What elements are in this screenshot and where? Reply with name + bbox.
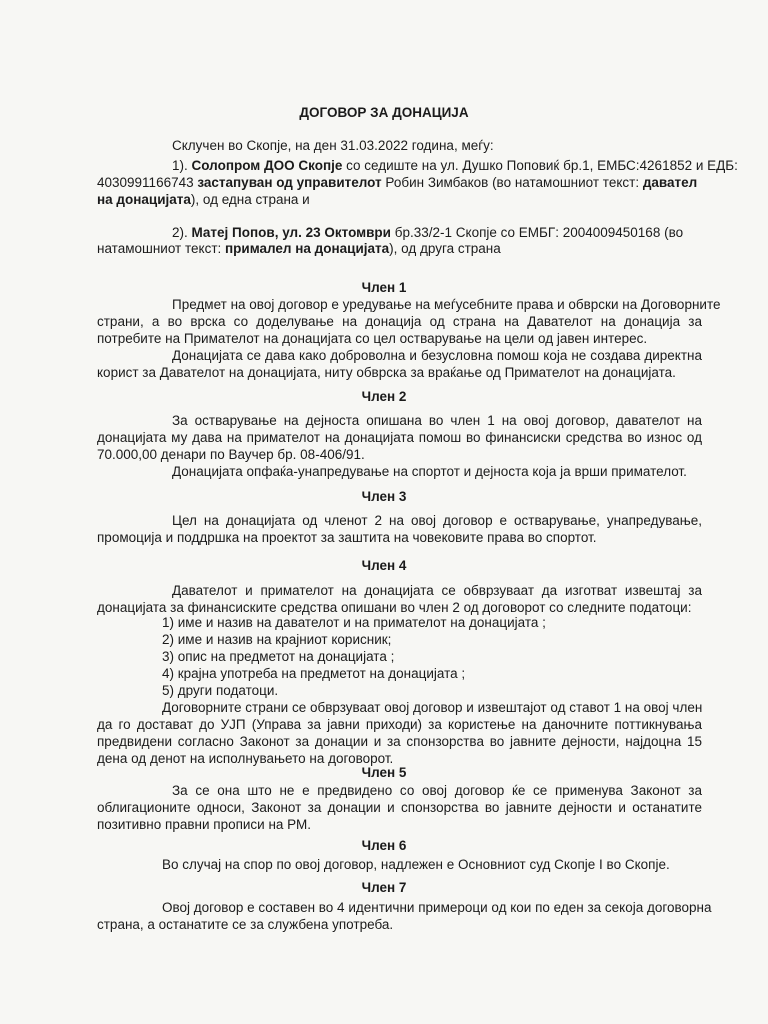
article-2-line: Донацијата опфаќа-унапредување на спортот и дејноста која ја врши примателот. bbox=[172, 464, 687, 479]
party1-represented: застапуван од управителот bbox=[197, 175, 382, 190]
article-5-line: позитивно правни прописи на РМ. bbox=[97, 817, 312, 832]
party1-line-2 bbox=[97, 174, 697, 191]
party1-address: со седиште на ул. Душко Поповиќ бр.1, ЕМБС:4261852 и ЕДБ: bbox=[342, 158, 738, 173]
article-4-list-item: 3) опис на предметот на донацијата ; bbox=[162, 649, 395, 664]
article-5-line: облигационите односи, Законот за донации и спонзорства во јавните дејности и останатите bbox=[97, 800, 702, 815]
article-1-line: потребите на Примателот на донацијата со цел остварување на цели од јавен интерес. bbox=[97, 331, 648, 346]
article-1-line: Предмет на овој договор е уредување на меѓусебните права и обврски на Договорните bbox=[172, 297, 721, 312]
party2-line-2 bbox=[97, 240, 501, 257]
article-5-heading: Член 5 bbox=[361, 765, 407, 780]
party1-line-1 bbox=[172, 157, 738, 174]
article-1-heading: Член 1 bbox=[361, 280, 407, 295]
party2-line-1 bbox=[172, 224, 683, 241]
party1-edb: 4030991166743 bbox=[97, 175, 198, 190]
article-2-line: 70.000,00 денари по Ваучер бр. 08-406/91. bbox=[97, 447, 365, 462]
article-4-heading: Член 4 bbox=[361, 558, 407, 573]
article-2-heading: Член 2 bbox=[361, 389, 407, 404]
document-title: ДОГОВОР ЗА ДОНАЦИЈА bbox=[299, 105, 469, 120]
article-5-line: За се она што не е предвидено со овој договор ќе се применува Законот за bbox=[172, 783, 702, 798]
article-4-line: дена од денот на исполнувањето на договорот. bbox=[97, 751, 394, 766]
article-1-line: страни, а во врска со доделување на донација од страна на Давателот на донација за bbox=[97, 314, 702, 329]
article-4-line: да го достават до УЈП (Управа за јавни приходи) за користење на даночните поттикнувања bbox=[97, 717, 702, 732]
article-7-heading: Член 7 bbox=[361, 880, 407, 895]
party2-address: бр.33/2-1 Скопје со ЕМБГ: 2004009450168 (во bbox=[390, 225, 684, 240]
article-1-line: корист за Давателот на донацијата, ниту обврска за враќање од Примателот на донацијата. bbox=[97, 365, 676, 380]
intro-line: Склучен во Скопје, на ден 31.03.2022 година, меѓу: bbox=[172, 138, 494, 153]
article-3-line: промоција и поддршка на проектот за заштита на човековите права во спортот. bbox=[97, 530, 597, 545]
party1-role-b: на донацијата bbox=[97, 192, 191, 207]
party1-manager: Робин Зимбаков (во натамошниот текст: bbox=[381, 175, 643, 190]
party1-name: Солопром ДОО Скопје bbox=[191, 158, 343, 173]
article-4-list-item: 2) име и назив на крајниот корисник; bbox=[162, 632, 392, 647]
party2-number: 2). bbox=[172, 225, 192, 240]
article-4-line: Давателот и примателот на донацијата се обврзуваат да изготват извештај за bbox=[172, 583, 702, 598]
article-1-line: Донацијата се дава како доброволна и безусловна помош која не создава директна bbox=[172, 348, 702, 363]
party2-role: прималел на донацијата bbox=[225, 241, 390, 256]
party2-text-a: натамошниот текст: bbox=[97, 241, 225, 256]
article-7-line: страна, а останатите се за службена употреба. bbox=[97, 917, 394, 932]
article-2-line: За остварување на дејноста опишана во член 1 на овој договор, давателот на bbox=[172, 413, 702, 428]
article-4-line: донацијата за финансиските средства опишани во член 2 од договорот со следните податоци: bbox=[97, 600, 692, 615]
article-6-heading: Член 6 bbox=[361, 838, 407, 853]
party1-role-a: давател bbox=[642, 175, 698, 190]
article-4-list-item: 1) име и назив на давателот и на примателот на донацијата ; bbox=[162, 615, 546, 630]
party1-number: 1). bbox=[172, 158, 192, 173]
party2-side: ), од друга страна bbox=[389, 241, 501, 256]
article-7-line: Овој договор е составен во 4 идентични примероци од кои по еден за секоја договорна bbox=[162, 900, 712, 915]
article-4-line: предвидени согласно Законот за донации и за спонзорства во јавните дејности, најдоцна 15 bbox=[97, 734, 702, 749]
party1-line-3 bbox=[97, 191, 310, 208]
article-3-line: Цел на донацијата од членот 2 на овој договор е остварување, унапредување, bbox=[172, 513, 702, 528]
article-3-heading: Член 3 bbox=[361, 489, 407, 504]
article-6-line: Во случај на спор по овој договор, надлежен е Основниот суд Скопје I во Скопје. bbox=[162, 857, 670, 872]
party1-side: ), од една страна и bbox=[190, 192, 310, 207]
article-4-list-item: 4) крајна употреба на предметот на донацијата ; bbox=[162, 666, 466, 681]
article-4-line: Договорните страни се обврзуваат овој договор и извештајот од ставот 1 на овој член bbox=[162, 700, 703, 715]
article-4-list-item: 5) други податоци. bbox=[162, 683, 279, 698]
article-2-line: донацијата му дава на примателот на донацијата помош во финансиски средства во износ од bbox=[97, 430, 702, 445]
party2-name: Матеј Попов, ул. 23 Октомври bbox=[191, 225, 391, 240]
